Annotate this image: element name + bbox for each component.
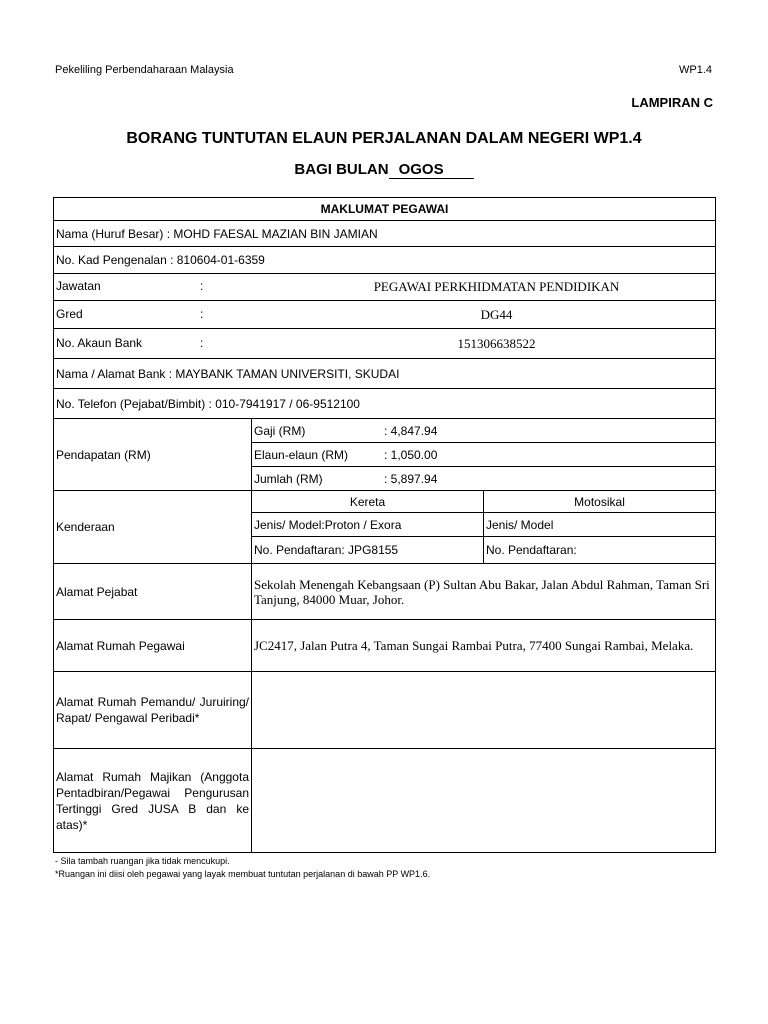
gred-value: DG44: [480, 306, 513, 322]
alamat-majikan-value: [252, 749, 716, 853]
kereta-pendaftaran: No. Pendaftaran: JPG8155: [252, 537, 484, 564]
motosikal-jenis: Jenis/ Model: [484, 513, 716, 537]
alamat-pejabat-value: Sekolah Menengah Kebangsaan (P) Sultan Abu Bakar, Jalan Abdul Rahman, Taman Sri Tanjung, 84000 Muar, Johor.: [252, 564, 716, 620]
form-title: BORANG TUNTUTAN ELAUN PERJALANAN DALAM NEGERI WP1.4: [126, 130, 642, 147]
telefon-field: No. Telefon (Pejabat/Bimbit) : 010-7941917 / 06-9512100: [54, 389, 716, 419]
section-title: MAKLUMAT PEGAWAI: [54, 198, 716, 221]
akaun-colon: :: [200, 335, 204, 350]
alamat-pejabat-label: Alamat Pejabat: [54, 564, 252, 620]
gaji-label: Gaji (RM): [254, 423, 306, 438]
bank-field: Nama / Alamat Bank : MAYBANK TAMAN UNIVERSITI, SKUDAI: [54, 359, 716, 389]
gaji-value: : 4,847.94: [384, 423, 438, 438]
gaji-row: [252, 419, 716, 443]
footnote-2: *Ruangan ini diisi oleh pegawai yang layak membuat tuntutan perjalanan di bawah PP WP1.6.: [55, 869, 431, 879]
akaun-bank-field: [54, 329, 716, 359]
jawatan-value: PEGAWAI PERKHIDMATAN PENDIDIKAN: [373, 279, 620, 294]
gred-label: Gred: [56, 306, 83, 321]
kenderaan-label: Kenderaan: [54, 491, 252, 564]
jawatan-label: Jawatan: [56, 279, 101, 293]
kereta-header: Kereta: [252, 491, 484, 513]
nama-field: Nama (Huruf Besar) : MOHD FAESAL MAZIAN BIN JAMIAN: [54, 221, 716, 247]
elaun-value: : 1,050.00: [384, 447, 438, 462]
alamat-rumah-label: Alamat Rumah Pegawai: [54, 620, 252, 672]
elaun-label: Elaun-elaun (RM): [254, 447, 349, 462]
alamat-pemandu-value: [252, 672, 716, 749]
pendapatan-label: Pendapatan (RM): [54, 419, 252, 491]
header-code: WP1.4: [678, 64, 712, 76]
jawatan-colon: :: [200, 279, 204, 293]
alamat-majikan-label: Alamat Rumah Majikan (Anggota Pentadbiran/Pegawai Pengurusan Tertinggi Gred JUSA B dan ke atas)*: [54, 749, 252, 853]
kad-pengenalan-field: No. Kad Pengenalan : 810604-01-6359: [54, 247, 716, 274]
motosikal-header: Motosikal: [484, 491, 716, 513]
month-label: BAGI BULAN: [294, 161, 389, 178]
gred-colon: :: [200, 306, 204, 321]
month-value: OGOS: [389, 162, 474, 179]
header-source: Pekeliling Perbendaharaan Malaysia: [55, 64, 234, 76]
motosikal-pendaftaran: No. Pendaftaran:: [484, 537, 716, 564]
alamat-pemandu-label: Alamat Rumah Pemandu/ Juruiring/ Rapat/ Pengawal Peribadi*: [54, 672, 252, 749]
gred-field: [54, 301, 716, 329]
elaun-row: [252, 443, 716, 467]
employee-info-table: [53, 197, 716, 853]
alamat-rumah-value: JC2417, Jalan Putra 4, Taman Sungai Rambai Putra, 77400 Sungai Rambai, Melaka.: [252, 620, 716, 672]
footnote-1: - Sila tambah ruangan jika tidak mencukupi.: [55, 856, 230, 866]
kereta-jenis: Jenis/ Model:Proton / Exora: [252, 513, 484, 537]
jumlah-value: : 5,897.94: [384, 471, 438, 486]
jumlah-row: [252, 467, 716, 491]
jawatan-field: [54, 274, 716, 301]
akaun-value: 151306638522: [457, 335, 536, 351]
form-subtitle: [0, 161, 768, 179]
akaun-label: No. Akaun Bank: [56, 335, 143, 350]
jumlah-label: Jumlah (RM): [254, 471, 323, 486]
lampiran-label: LAMPIRAN C: [631, 95, 713, 110]
